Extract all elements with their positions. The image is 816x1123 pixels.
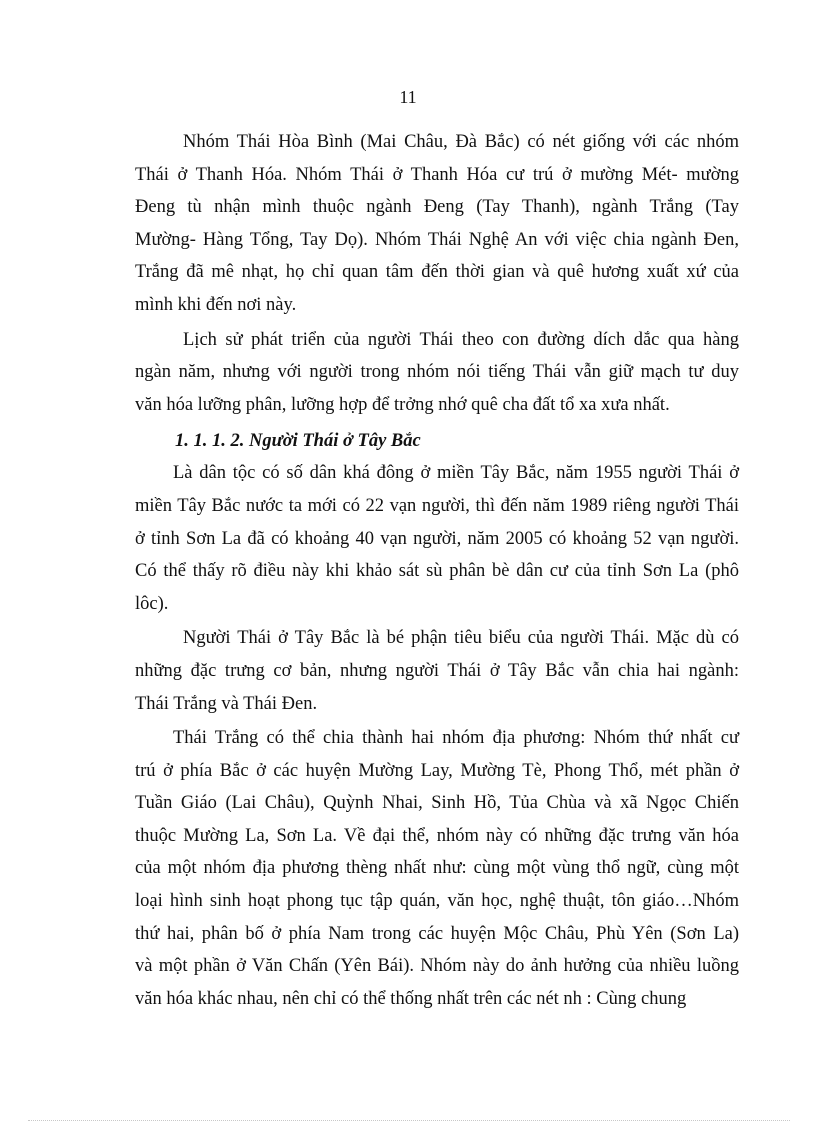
text-line: Thái Trắng có thể chia thành hai nhóm địa phương: Nhóm thứ nhất cư: [173, 728, 739, 749]
text-line: lôc).: [135, 593, 169, 614]
text-line: Người Thái ở Tây Bắc là bé phận tiêu biểu của người Thái. Mặc dù có: [183, 628, 739, 649]
text-line: của một nhóm địa phương thèng nhất như: cùng một vùng thổ ngữ, cùng một: [135, 858, 739, 879]
text-line: văn hóa lưỡng phân, lưỡng hợp để trởng nhớ quê cha đất tổ xa xưa nhất.: [135, 394, 670, 415]
text-line: Nhóm Thái Hòa Bình (Mai Châu, Đà Bắc) có nét giống với các nhóm: [183, 132, 739, 152]
section-heading: 1. 1. 1. 2. Người Thái ở Tây Bắc: [175, 431, 421, 452]
paragraph-dan-toc: [135, 457, 739, 620]
text-line: ở tỉnh Sơn La đã có khoảng 40 vạn người, năm 2005 có khoảng 52 vạn người.: [135, 528, 739, 549]
text-line: miền Tây Bắc nước ta mới có 22 vạn người, thì đến năm 1989 riêng người Thái: [135, 495, 739, 516]
text-line: Trắng đã mê nhạt, họ chỉ quan tâm đến thời gian và quê hương xuất xứ của: [135, 262, 739, 283]
paragraph-nguoi-thai-tay-bac: [135, 622, 739, 720]
text-line: Lịch sử phát triển của người Thái theo con đường dích dắc qua hàng: [183, 329, 739, 350]
text-line: Mường- Hàng Tổng, Tay Dọ). Nhóm Thái Nghệ An với việc chia ngành Đen,: [135, 229, 739, 250]
text-line: Có thể thấy rõ điều này khi khảo sát sù phân bè dân cư của tỉnh Sơn La (phô: [135, 561, 739, 582]
page-bottom-border: [28, 1120, 790, 1121]
text-line: Là dân tộc có số dân khá đông ở miền Tây Bắc, năm 1955 người Thái ở: [173, 463, 739, 484]
document-body: [135, 126, 739, 1015]
text-line: trú ở phía Bắc ở các huyện Mường Lay, Mường Tè, Phong Thổ, mét phần ở: [135, 760, 739, 781]
text-line: ngàn năm, nhưng với người trong nhóm nói tiếng Thái vẫn giữ mạch tư duy: [135, 362, 739, 383]
text-line: những đặc trưng cơ bản, nhưng người Thái ở Tây Bắc vẫn chia hai ngành:: [135, 660, 739, 681]
page-number: 11: [399, 87, 417, 107]
text-line: thứ hai, phân bố ở phía Nam trong các huyện Mộc Châu, Phù Yên (Sơn La): [135, 923, 739, 944]
text-line: Thái Trắng và Thái Đen.: [135, 693, 318, 714]
paragraph-thai-trang: [135, 722, 739, 1015]
text-line: loại hình sinh hoạt phong tục tập quán, văn học, nghệ thuật, tôn giáo…Nhóm: [135, 891, 739, 912]
paragraph-lich-su: [135, 324, 739, 422]
text-line: và một phần ở Văn Chấn (Yên Bái). Nhóm này do ảnh hưởng của nhiều luồng: [135, 956, 739, 977]
text-line: văn hóa khác nhau, nên chỉ có thể thống nhất trên các nét nh : Cùng chung: [135, 988, 687, 1009]
text-line: Thái ở Thanh Hóa. Nhóm Thái ở Thanh Hóa cư trú ở mường Mét- mường: [135, 164, 739, 185]
text-line: Đeng tù nhận mình thuộc ngành Đeng (Tay Thanh), ngành Trắng (Tay: [135, 197, 739, 218]
text-line: Tuần Giáo (Lai Châu), Quỳnh Nhai, Sinh Hồ, Tủa Chùa và xã Ngọc Chiến: [135, 793, 739, 814]
text-line: thuộc Mường La, Sơn La. Về đại thể, nhóm này có những đặc trưng văn hóa: [135, 825, 739, 846]
text-line: mình khi đến nơi này.: [135, 294, 297, 315]
paragraph-thai-hoa-binh: [135, 126, 739, 322]
